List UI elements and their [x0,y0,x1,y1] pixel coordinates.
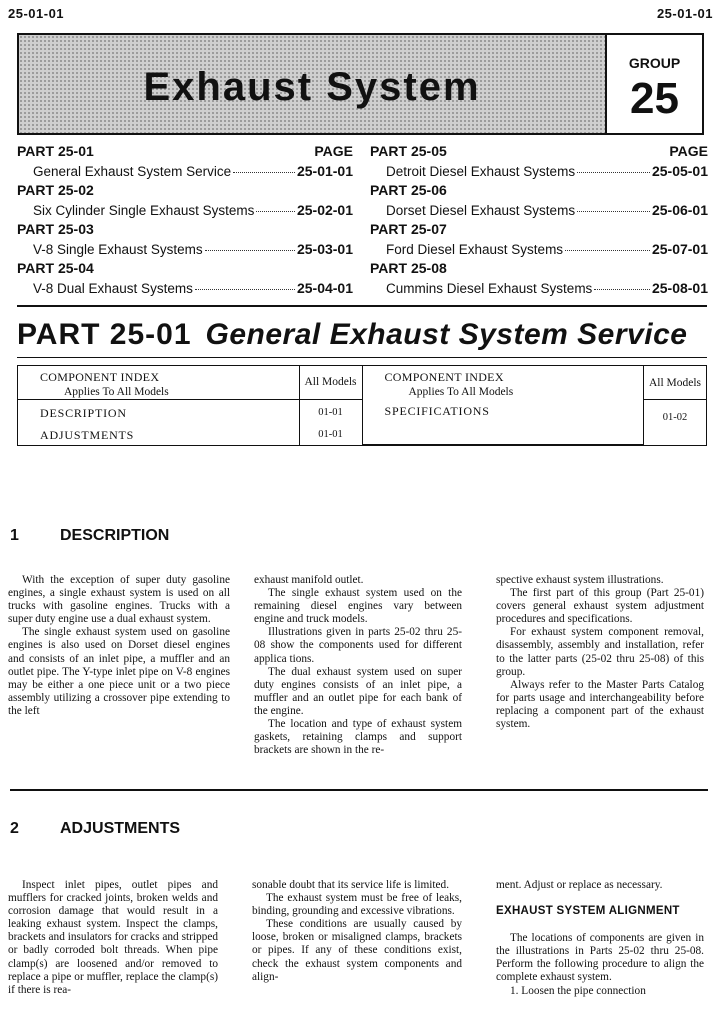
toc-entry-page: 25-01-01 [296,163,353,179]
component-index-header [363,366,644,400]
component-index-page: 01-02 [662,411,688,423]
part-name: General Exhaust System Service [205,318,688,351]
toc-entry-page: 25-08-01 [651,280,708,296]
toc-entry-page: 25-05-01 [651,163,708,179]
paragraph: ment. Adjust or replace as necessary. [496,879,663,891]
toc-entry-title: V-8 Dual Exhaust Systems [33,281,193,296]
paragraph: spective exhaust system illustrations. [496,574,664,586]
toc-part-label: PART 25-01 [17,143,94,159]
toc-entry-title: Dorset Diesel Exhaust Systems [386,203,576,218]
section-number: 2 [10,820,19,837]
toc-entry-title: Detroit Diesel Exhaust Systems [386,164,576,179]
toc-entry-page: 25-07-01 [651,241,708,257]
toc-entry[interactable] [370,202,708,221]
toc-part-label: PART 25-08 [370,260,447,276]
toc-page-label: PAGE [314,143,353,159]
paragraph: For exhaust system component removal, disassembly, assembly and installation, refer to the latter parts (25-02 thru 25-08) of this group. [496,626,704,678]
component-index-left [18,366,363,445]
divider [17,305,707,307]
toc-entry-page: 25-06-01 [651,202,708,218]
toc-part-label: PART 25-07 [370,221,447,237]
toc-entry-title: Ford Diesel Exhaust Systems [386,242,564,257]
part-title [17,318,687,352]
section-title: ADJUSTMENTS [60,820,181,837]
toc-part-label: PART 25-04 [17,260,94,276]
toc-entry[interactable] [370,163,708,182]
toc-part-label: PART 25-05 [370,143,447,159]
toc-left-column [17,143,353,299]
paragraph: The locations of components are given in the illustrations in Parts 25-02 thru 25-08. Perform the following procedure to align the complete exhaust system. [496,932,704,984]
group-title: Exhaust System [143,64,481,109]
component-index-item[interactable]: ADJUSTMENTS [40,427,135,442]
running-header-left: 25-01-01 [8,6,65,21]
component-index-subtitle: Applies To All Models [64,386,169,398]
toc-entry-page: 25-04-01 [296,280,353,296]
paragraph: Always refer to the Master Parts Catalog for parts usage and interchangeability before replacing a component part of the exhaust system. [496,678,704,731]
banner-title-panel [19,35,607,133]
running-header-right: 25-01-01 [656,6,713,21]
paragraph: The single exhaust system used on gasoline engines is also used on Dorset diesel engines and consists of an inlet pipe, a muffler and an outlet pipe. The Y-type inlet pipe on V-8 engines may be either a one piece unit or a two piece assembly utilizing a crossover pipe extending to the left [8,626,230,717]
toc-entry[interactable] [17,202,353,221]
paragraph: The location and type of exhaust system gaskets, retaining clamps and support brackets are shown in the re- [254,718,462,757]
toc-right-column [370,143,708,299]
toc-part-label: PART 25-06 [370,182,447,198]
paragraph: These conditions are usually caused by loose, broken or misaligned clamps, brackets or pipes. If any of these conditions exist, check the exhaust system components and align- [252,918,462,983]
description-column-2 [254,574,462,757]
toc-entry[interactable] [17,241,353,260]
toc-entry[interactable] [17,163,353,182]
section-title: DESCRIPTION [60,527,170,544]
toc-part-label: PART 25-02 [17,182,94,198]
adjustments-column-3 [496,879,704,998]
component-index-title: COMPONENT INDEX [40,370,160,384]
toc-entry[interactable] [370,241,708,260]
toc-entry-page: 25-02-01 [296,202,353,218]
component-index-item[interactable]: DESCRIPTION [40,405,127,420]
paragraph: Illustrations given in parts 25-02 thru 25-08 show the components used for different applica tions. [254,626,462,665]
paragraph: exhaust manifold outlet. [254,574,364,586]
models-column-header: All Models [644,366,706,400]
toc-entry-title: Cummins Diesel Exhaust Systems [386,281,593,296]
description-column-1 [8,574,230,718]
toc-page-label: PAGE [669,143,708,159]
adjustments-column-1 [8,879,218,997]
adjustments-column-2 [252,879,462,984]
part-number: PART 25-01 [17,318,192,351]
component-index-page: 01-01 [318,406,343,418]
paragraph: The first part of this group (Part 25-01) covers general exhaust system adjustment procedures and specifications. [496,587,704,626]
group-number-box [607,35,702,133]
paragraph: The single exhaust system used on the remaining diesel engines vary between engine and truck models. [254,587,462,626]
paragraph: sonable doubt that its service life is limited. [252,879,450,891]
component-index-subtitle: Applies To All Models [408,386,514,398]
toc-entry-title: Six Cylinder Single Exhaust Systems [33,203,255,218]
paragraph: The dual exhaust system used on super duty engines consists of an inlet pipe, a muffler and an outlet pipe for each bank of the engine. [254,665,462,717]
toc-part-label: PART 25-03 [17,221,94,237]
group-banner [17,33,704,135]
component-index-page: 01-01 [318,428,343,440]
component-index-item[interactable]: SPECIFICATIONS [384,403,490,418]
paragraph: 1. Loosen the pipe connection [510,984,646,997]
models-column-header: All Models [300,366,362,400]
toc-entry-page: 25-03-01 [296,241,353,257]
section-number: 1 [10,527,19,544]
divider [17,357,707,358]
toc-entry-title: V-8 Single Exhaust Systems [33,242,203,257]
component-index-header [18,366,299,400]
component-index-title: COMPONENT INDEX [384,370,504,384]
group-number: 25 [630,74,679,123]
component-index-table [17,365,707,446]
toc-entry-title: General Exhaust System Service [33,164,232,179]
toc-entry[interactable] [17,280,353,299]
description-column-3 [496,574,704,731]
divider [10,789,708,791]
component-index-right [363,366,707,445]
paragraph: Inspect inlet pipes, outlet pipes and mufflers for cracked joints, broken welds and corrosion damage that would result in a leaking exhaust system. Inspect the clamps, brackets and insulators for cracks and stripped or badly corroded bolt threads. When pipe clamp(s) are loosened and/or removed to replace a pipe or muffler, replace the clamp(s) if there is rea- [8,879,218,996]
section-heading-adjustments [10,820,180,838]
subsection-heading: EXHAUST SYSTEM ALIGNMENT [496,905,680,918]
toc-entry[interactable] [370,280,708,299]
group-label: GROUP [628,55,681,71]
paragraph: The exhaust system must be free of leaks, binding, grounding and excessive vibrations. [252,892,462,918]
paragraph: With the exception of super duty gasoline engines, a single exhaust system is used on all trucks with gasoline engines. Trucks with a super duty engine use a dual exhaust system. [8,574,230,626]
section-heading-description [10,527,169,545]
